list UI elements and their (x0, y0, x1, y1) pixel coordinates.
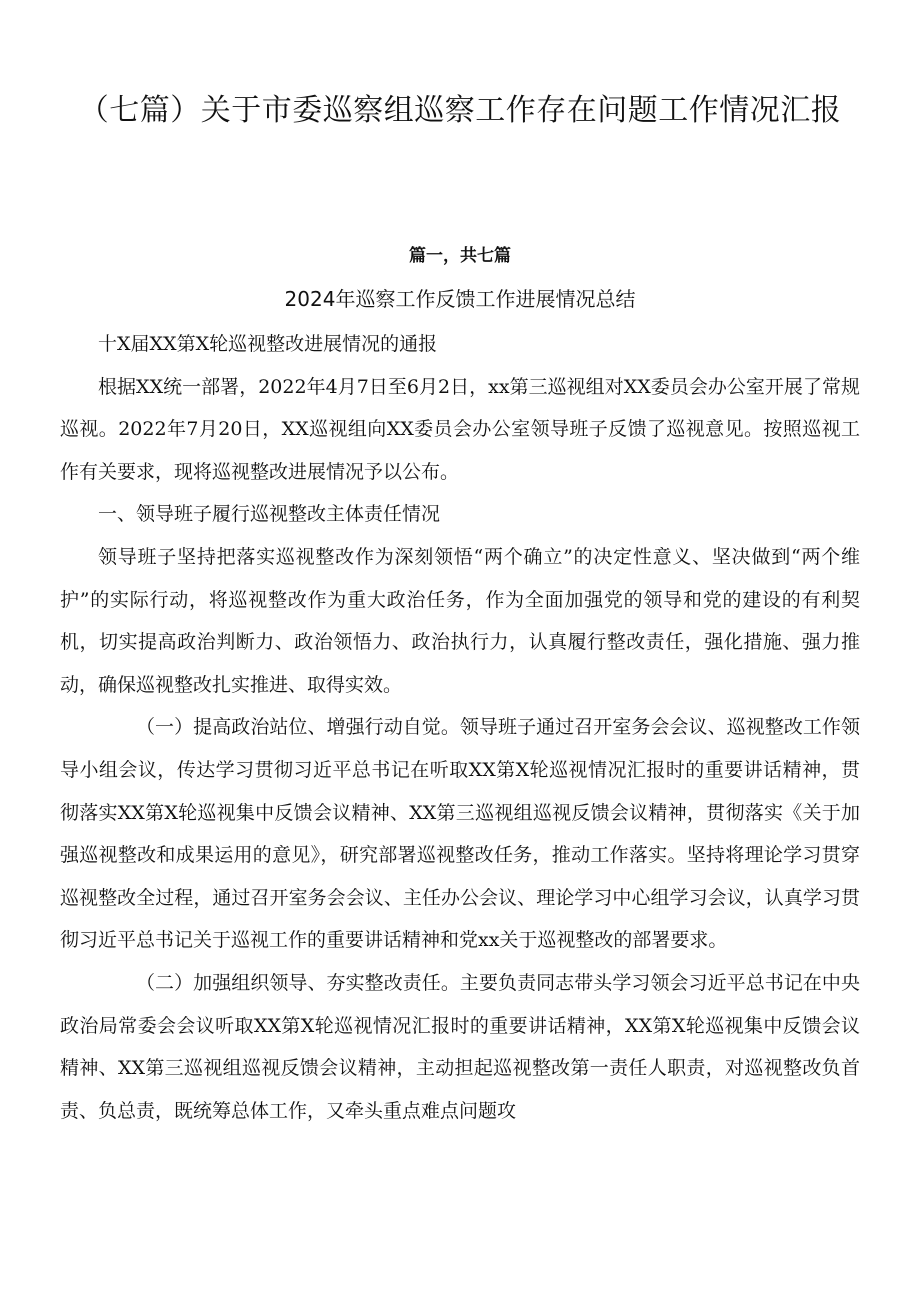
paragraph-item-1: （一）提高政治站位、增强行动自觉。领导班子通过召开室务会会议、巡视整改工作领导小组会议，传达学习贯彻习近平总书记在听取XX第X轮巡视情况汇报时的重要讲话精神，贯彻落实XX第X轮巡视集中反馈会议精神、XX第三巡视组巡视反馈会议精神，贯彻落实《关于加强巡视整改和成果运用的意见》，研究部署巡视整改任务，推动工作落实。坚持将理论学习贯穿巡视整改全过程，通过召开室务会会议、主任办公会议、理论学习中心组学习会议，认真学习贯彻习近平总书记关于巡视工作的重要讲话精神和党xx关于巡视整改的部署要求。 (60, 716, 860, 952)
part-label: 篇一，共七篇 (409, 246, 511, 266)
document-title: （七篇）关于市委巡察组巡察工作存在问题工作情况汇报 (78, 93, 842, 128)
document-body (60, 323, 860, 1132)
paragraph-item-2: （二）加强组织领导、夯实整改责任。主要负责同志带头学习领会习近平总书记在中央政治局常委会会议听取XX第X轮巡视情况汇报时的重要讲话精神，XX第X轮巡视集中反馈会议精神、XX第三巡视组巡视反馈会议精神，主动担起巡视整改第一责任人职责，对巡视整改负首责、负总责，既统筹总体工作，又牵头重点难点问题攻 (60, 971, 860, 1122)
section-subtitle: 2024年巡察工作反馈工作进展情况总结 (284, 287, 636, 311)
paragraph-notice-heading: 十X届XX第X轮巡视整改进展情况的通报 (98, 333, 438, 355)
paragraph-leadership: 领导班子坚持把落实巡视整改作为深刻领悟“两个确立”的决定性意义、坚决做到“两个维护”的实际行动，将巡视整改作为重大政治任务，作为全面加强党的领导和党的建设的有利契机，切实提高政治判断力、政治领悟力、政治执行力，认真履行整改责任，强化措施、强力推动，确保巡视整改扎实推进、取得实效。 (60, 545, 860, 696)
paragraph-intro: 根据XX统一部署，2022年4月7日至6月2日，xx第三巡视组对XX委员会办公室开展了常规巡视。2022年7月20日，XX巡视组向XX委员会办公室领导班子反馈了巡视意见。按照巡视工作有关要求，现将巡视整改进展情况予以公布。 (60, 375, 860, 483)
section-heading-1: 一、领导班子履行巡视整改主体责任情况 (98, 503, 441, 526)
